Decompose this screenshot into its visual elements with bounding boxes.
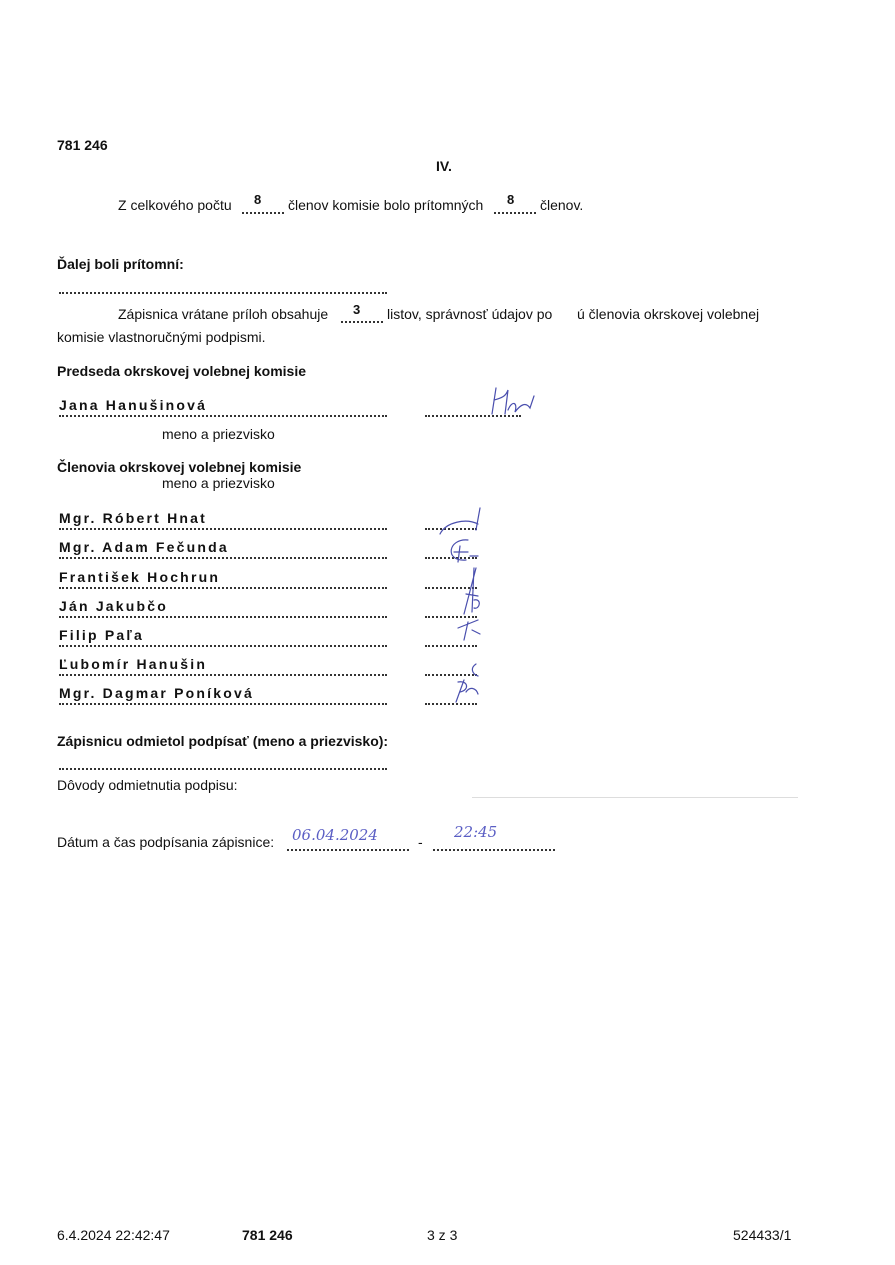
present-middle: členov komisie bolo prítomných (288, 197, 484, 213)
chair-heading: Predseda okrskovej volebnej komisie (57, 363, 307, 379)
document-number: 781 246 (57, 137, 108, 153)
attachments-dots (341, 321, 383, 323)
total-members-value: 8 (254, 192, 262, 207)
attachments-suffix-1: listov, správnosť údajov po (387, 306, 553, 322)
member-name: Ján Jakubčo (59, 598, 169, 614)
chair-caption: meno a priezvisko (162, 426, 275, 442)
footer-page: 3 z 3 (427, 1227, 458, 1243)
member-name-dots (59, 674, 387, 676)
signing-time-dots (433, 849, 555, 851)
refused-dots (59, 768, 387, 770)
members-heading: Členovia okrskovej volebnej komisie (57, 459, 302, 475)
member-name: Mgr. Dagmar Poníková (59, 685, 254, 701)
chair-signature (488, 380, 548, 420)
member-name: Mgr. Róbert Hnat (59, 510, 207, 526)
signing-time: 22:45 (454, 823, 498, 841)
member-signatures (438, 504, 498, 704)
member-name-dots (59, 616, 387, 618)
signing-separator: - (418, 834, 423, 850)
attachments-prefix: Zápisnica vrátane príloh obsahuje (118, 306, 329, 322)
others-present-dots (59, 292, 387, 294)
others-present-label: Ďalej boli prítomní: (57, 256, 184, 272)
footer-doc-number: 781 246 (242, 1227, 293, 1243)
member-name: František Hochrun (59, 569, 221, 585)
member-name: Filip Paľa (59, 627, 144, 643)
member-name-dots (59, 557, 387, 559)
members-caption: meno a priezvisko (162, 475, 275, 491)
footer-timestamp: 6.4.2024 22:42:47 (57, 1227, 170, 1243)
signing-date: 06.04.2024 (292, 826, 378, 844)
signing-label: Dátum a čas podpísania zápisnice: (57, 834, 275, 850)
attachments-suffix-2: ú členovia okrskovej volebnej (577, 306, 760, 322)
present-members-dots (494, 212, 536, 214)
member-name-dots (59, 645, 387, 647)
footer-code: 524433/1 (733, 1227, 792, 1243)
refused-reasons-label: Dôvody odmietnutia podpisu: (57, 777, 238, 793)
attachments-line2: komisie vlastnoručnými podpismi. (57, 329, 266, 345)
member-name: Mgr. Adam Fečunda (59, 539, 229, 555)
refused-heading: Zápisnicu odmietol podpísať (meno a priezvisko): (57, 733, 389, 749)
present-members-value: 8 (507, 192, 515, 207)
member-name-dots (59, 528, 387, 530)
attachments-count: 3 (353, 302, 361, 317)
member-name: Ľubomír Hanušin (59, 656, 208, 672)
chair-name-dots (59, 415, 387, 417)
chair-name: Jana Hanušinová (59, 397, 208, 413)
member-name-dots (59, 587, 387, 589)
section-number: IV. (436, 158, 452, 174)
member-name-dots (59, 703, 387, 705)
present-suffix: členov. (540, 197, 584, 213)
signing-date-dots (287, 849, 409, 851)
present-prefix: Z celkového počtu (118, 197, 232, 213)
total-members-dots (242, 212, 284, 214)
reasons-line (472, 797, 798, 798)
